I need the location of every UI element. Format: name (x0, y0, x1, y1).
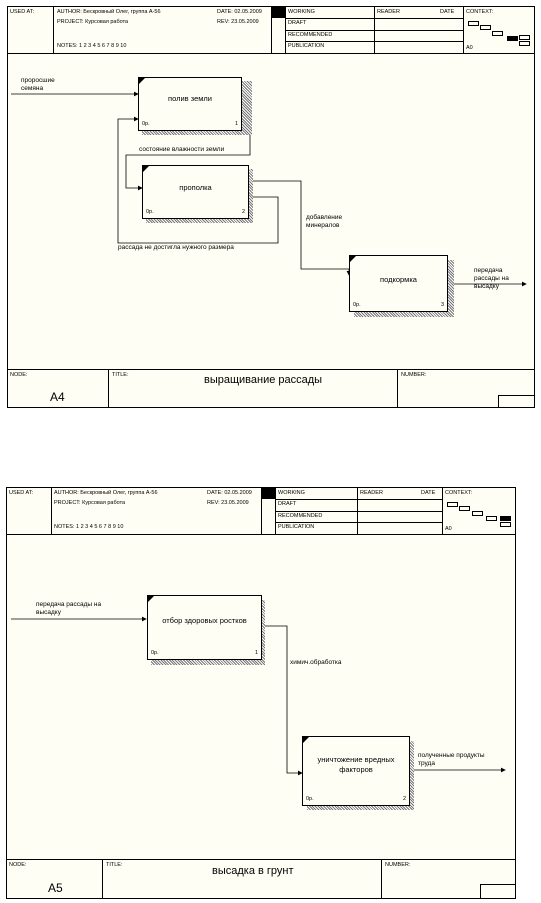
arrow-label: химич.обработка (290, 659, 342, 666)
arrow-label: добавление минералов (306, 214, 343, 229)
sheet-footer (7, 859, 515, 899)
connector-arrows (8, 7, 534, 407)
activity-box-2[interactable] (302, 736, 410, 806)
activity-number: 2 (241, 209, 245, 215)
date-field: DATE: 02.05.2009 (207, 490, 252, 496)
context-node: A0 (445, 526, 452, 532)
used-at-label: USED AT: (10, 9, 35, 15)
title-label: TITLE: (106, 862, 123, 868)
box-corner-icon (303, 737, 309, 743)
arrow-label: проросшие семяна (21, 77, 55, 92)
diagram-sheet-a5 (6, 487, 516, 899)
status-working: WORKING (288, 9, 315, 15)
activity-label: прополка (179, 183, 212, 192)
reader-date-label: DATE (440, 9, 455, 15)
status-working: WORKING (278, 490, 305, 496)
number-label: NUMBER: (401, 372, 427, 378)
diagram-title: выращивание рассады (204, 374, 323, 386)
reader-label: READER (360, 490, 383, 496)
notes-field: NOTES: 1 2 3 4 5 6 7 8 9 10 (57, 43, 127, 49)
status-recommended: RECOMMENDED (278, 513, 323, 519)
arrow-label: рассада не достигла нужного размера (118, 244, 234, 251)
status-publication: PUBLICATION (278, 524, 315, 530)
context-node: A0 (466, 45, 473, 51)
project-field: PROJECT: Курсовая работа (54, 500, 126, 506)
context-label: CONTEXT: (466, 9, 494, 15)
connector-arrows (7, 488, 515, 898)
activity-box-3[interactable] (349, 255, 448, 312)
author-field: AUTHOR: Бескровный Олег, группа А-56 (57, 9, 161, 15)
arrow-label: передача рассады на высадку (36, 601, 102, 616)
box-corner-icon (350, 256, 356, 262)
sheet-footer (8, 369, 534, 408)
activity-cost: 0р. (142, 121, 150, 127)
node-label: NODE: (10, 372, 28, 378)
diagram-sheet-a4 (7, 6, 535, 408)
activity-box-1[interactable] (147, 595, 262, 660)
activity-label: подкормка (380, 275, 417, 284)
number-label: NUMBER: (385, 862, 411, 868)
diagram-title: высадка в грунт (212, 865, 294, 877)
used-at-label: USED AT: (9, 490, 34, 496)
activity-label: уничтожение вредных факторов (317, 755, 395, 774)
status-recommended: RECOMMENDED (288, 32, 333, 38)
activity-label: полив земли (168, 94, 212, 103)
box-corner-icon (143, 166, 149, 172)
node-id: A5 (48, 881, 63, 895)
activity-cost: 0р. (353, 302, 361, 308)
title-label: TITLE: (112, 372, 129, 378)
status-draft: DRAFT (288, 20, 307, 26)
activity-cost: 0р. (306, 796, 314, 802)
date-field: DATE: 02.05.2009 (217, 9, 262, 15)
activity-number: 3 (440, 302, 444, 308)
status-draft: DRAFT (278, 501, 297, 507)
notes-field: NOTES: 1 2 3 4 5 6 7 8 9 10 (54, 524, 124, 530)
box-corner-icon (148, 596, 154, 602)
activity-number: 2 (402, 796, 406, 802)
status-publication: PUBLICATION (288, 43, 325, 49)
node-id: A4 (50, 390, 65, 404)
activity-number: 1 (254, 650, 258, 656)
reader-label: READER (377, 9, 400, 15)
activity-cost: 0р. (146, 209, 154, 215)
author-field: AUTHOR: Бескровный Олег, группа А-56 (54, 490, 158, 496)
box-corner-icon (139, 78, 145, 84)
rev-field: REV: 23.05.2009 (207, 500, 249, 506)
arrow-label: передача рассады на высадку (474, 267, 509, 290)
project-field: PROJECT: Курсовая работа (57, 19, 129, 25)
activity-box-2[interactable] (142, 165, 249, 219)
activity-number: 1 (234, 121, 238, 127)
arrow-label: полученные продукты труда (418, 752, 485, 767)
activity-box-1[interactable] (138, 77, 242, 131)
node-label: NODE: (9, 862, 27, 868)
reader-date-label: DATE (421, 490, 436, 496)
arrow-label: состояние влажности земли (139, 146, 225, 153)
activity-cost: 0р. (151, 650, 159, 656)
context-label: CONTEXT: (445, 490, 473, 496)
rev-field: REV: 23.05.2009 (217, 19, 259, 25)
activity-label: отбор здоровых ростков (162, 616, 247, 625)
